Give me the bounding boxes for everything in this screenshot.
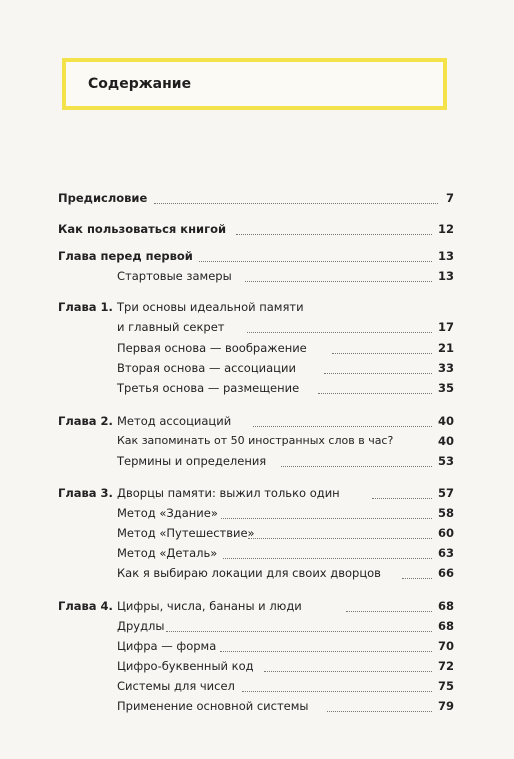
toc-entry[interactable] — [0, 544, 514, 562]
toc-leader-dots — [154, 203, 438, 204]
toc-entry[interactable] — [0, 339, 514, 357]
toc-entry-page: 13 — [437, 249, 454, 263]
toc-entry[interactable] — [0, 220, 514, 238]
toc-leader-dots — [253, 426, 432, 427]
toc-leader-dots — [324, 373, 432, 374]
toc-entry-page: 13 — [437, 269, 454, 283]
toc-entry-title: Метод ассоциаций — [117, 414, 232, 428]
toc-entry-title: Цифра — форма — [117, 639, 217, 653]
toc-entry-title: Метод «Здание» — [117, 506, 218, 520]
toc-entry[interactable] — [0, 189, 514, 207]
toc-leader-dots — [166, 631, 432, 632]
toc-entry-title: Как я выбираю локации для своих дворцов — [117, 566, 381, 580]
toc-entry-title: Термины и определения — [117, 454, 267, 468]
toc-entry-title: Системы для чисел — [117, 679, 235, 693]
toc-entry[interactable] — [0, 637, 514, 655]
toc-entry-title: Дворцы памяти: выжил только один — [117, 486, 340, 500]
contents-heading: Содержание — [88, 76, 192, 92]
toc-leader-dots — [223, 558, 432, 559]
toc-entry-title: Цифро-буквенный код — [117, 659, 254, 673]
toc-leader-dots — [242, 691, 432, 692]
toc-entry[interactable] — [0, 617, 514, 635]
toc-leader-dots — [220, 651, 432, 652]
toc-entry-title: Метод «Путешествие» — [117, 526, 255, 540]
toc-entry-page: 40 — [437, 434, 454, 448]
toc-entry-page: 21 — [437, 341, 454, 355]
toc-entry-page: 79 — [437, 699, 454, 713]
toc-entry-title: Стартовые замеры — [117, 269, 232, 283]
toc-entry-title: Предисловие — [58, 191, 148, 205]
toc-entry-page: 57 — [437, 486, 454, 500]
toc-entry-title: Применение основной системы — [117, 699, 309, 713]
toc-leader-dots — [236, 234, 432, 235]
toc-leader-dots — [264, 671, 432, 672]
toc-leader-dots — [372, 498, 432, 499]
toc-leader-dots — [199, 261, 432, 262]
toc-entry-page: 68 — [437, 599, 454, 613]
toc-entry[interactable] — [0, 359, 514, 377]
toc-entry-title: Глава перед первой — [58, 249, 193, 263]
toc-entry-page: 70 — [437, 639, 454, 653]
toc-entry-title: Как запоминать от 50 иностранных слов в час? — [117, 434, 394, 447]
toc-leader-dots — [402, 578, 432, 579]
toc-leader-dots — [245, 281, 432, 282]
toc-entry-page: 12 — [437, 222, 454, 236]
toc-entry[interactable] — [0, 452, 514, 470]
toc-entry[interactable] — [0, 677, 514, 695]
toc-entry-title: Цифры, числа, бананы и люди — [117, 599, 302, 613]
toc-chapter-heading — [0, 298, 514, 316]
toc-entry-page: 66 — [437, 566, 454, 580]
toc-entry-title: Первая основа — воображение — [117, 341, 307, 355]
toc-entry[interactable] — [0, 318, 514, 336]
toc-entry-page: 53 — [437, 454, 454, 468]
toc-entry-page: 7 — [445, 191, 454, 205]
toc-leader-dots — [332, 353, 432, 354]
toc-entry-title: Друдлы — [117, 619, 165, 633]
toc-entry[interactable] — [0, 247, 514, 265]
toc-entry-page: 35 — [437, 381, 454, 395]
chapter-number: Глава 3. — [58, 486, 113, 500]
toc-entry-title: Три основы идеальной памяти — [117, 300, 304, 314]
toc-entry-page: 72 — [437, 659, 454, 673]
toc-entry[interactable] — [0, 564, 514, 582]
chapter-number: Глава 4. — [58, 599, 113, 613]
toc-leader-dots — [327, 711, 432, 712]
toc-entry[interactable] — [0, 267, 514, 285]
toc-leader-dots — [318, 393, 432, 394]
toc-entry[interactable] — [0, 524, 514, 542]
chapter-number: Глава 1. — [58, 300, 113, 314]
toc-entry-page: 60 — [437, 526, 454, 540]
toc-entry[interactable] — [0, 484, 514, 502]
toc-leader-dots — [248, 538, 432, 539]
toc-leader-dots — [346, 611, 432, 612]
toc-entry[interactable] — [0, 597, 514, 615]
toc-entry-title: Как пользоваться книгой — [58, 222, 227, 236]
toc-entry-page: 33 — [437, 361, 454, 375]
toc-entry-page: 17 — [437, 320, 454, 334]
toc-leader-dots — [281, 466, 432, 467]
toc-entry[interactable] — [0, 697, 514, 715]
toc-leader-dots — [221, 518, 432, 519]
toc-leader-dots — [247, 332, 432, 333]
toc-entry-page: 58 — [437, 506, 454, 520]
toc-entry[interactable] — [0, 432, 514, 450]
toc-entry-title: Метод «Деталь» — [117, 546, 218, 560]
chapter-number: Глава 2. — [58, 414, 113, 428]
toc-entry-page: 75 — [437, 679, 454, 693]
toc-entry-title: Вторая основа — ассоциации — [117, 361, 296, 375]
toc-entry[interactable] — [0, 412, 514, 430]
toc-entry[interactable] — [0, 504, 514, 522]
toc-entry-page: 68 — [437, 619, 454, 633]
toc-entry[interactable] — [0, 657, 514, 675]
toc-entry-title-continued: и главный секрет — [117, 320, 225, 334]
toc-entry[interactable] — [0, 379, 514, 397]
toc-entry-title: Третья основа — размещение — [117, 381, 300, 395]
toc-entry-page: 40 — [437, 414, 454, 428]
toc-entry-page: 63 — [437, 546, 454, 560]
